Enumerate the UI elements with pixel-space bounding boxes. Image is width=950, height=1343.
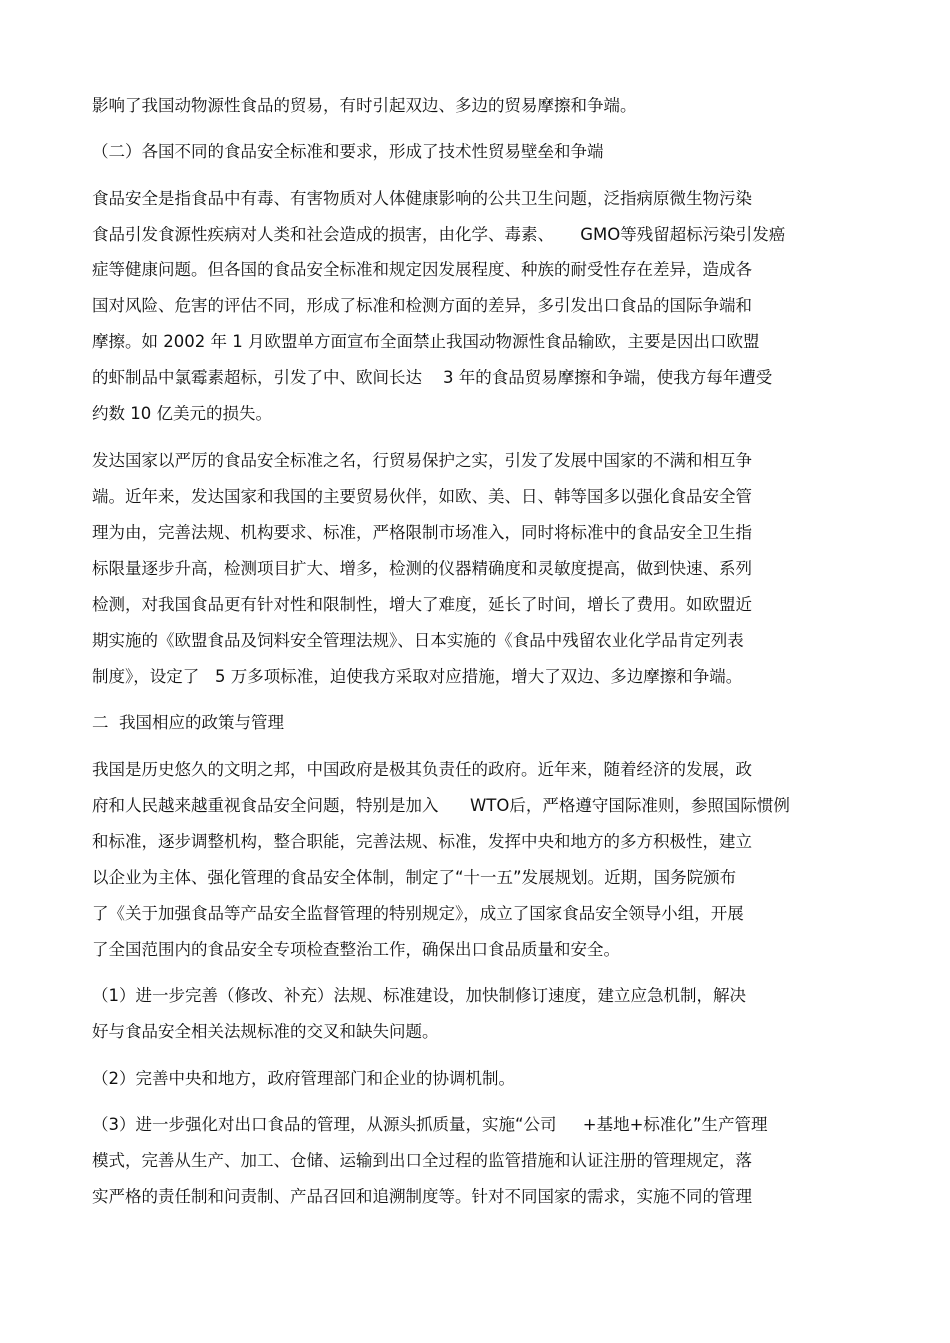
text-line: 期实施的《欧盟食品及饲料安全管理法规》、日本实施的《食品中残留农业化学品肯定列表 xyxy=(92,631,744,650)
section-heading: （二）各国不同的食品安全标准和要求，形成了技术性贸易壁垒和争端 xyxy=(92,142,604,161)
text-line: （2）完善中央和地方，政府管理部门和企业的协调机制。 xyxy=(92,1069,515,1088)
text-line: 了《关于加强食品等产品安全监督管理的特别规定》，成立了国家食品安全领导小组，开展 xyxy=(92,904,744,923)
text-line: 检测，对我国食品更有针对性和限制性，增大了难度，延长了时间，增长了费用。如欧盟近 xyxy=(92,595,752,614)
text-line: 理为由，完善法规、机构要求、标准，严格限制市场准入，同时将标准中的食品安全卫生指 xyxy=(92,523,752,542)
text-line: 影响了我国动物源性食品的贸易，有时引起双边、多边的贸易摩擦和争端。 xyxy=(92,96,637,115)
text-line: 端。近年来，发达国家和我国的主要贸易伙伴，如欧、美、日、韩等国多以强化食品安全管 xyxy=(92,487,752,506)
text-line: 我国是历史悠久的文明之邦，中国政府是极其负责任的政府。近年来，随着经济的发展，政 xyxy=(92,760,752,779)
section-heading: 二 我国相应的政策与管理 xyxy=(92,713,284,732)
text-line: （3）进一步强化对出口食品的管理，从源头抓质量，实施“公司 +基地+标准化”生产管理 xyxy=(92,1115,768,1134)
text-line: 标限量逐步升高，检测项目扩大、增多，检测的仪器精确度和灵敏度提高，做到快速、系列 xyxy=(92,559,752,578)
text-line: 的虾制品中氯霉素超标，引发了中、欧间长达 3 年的食品贸易摩擦和争端，使我方每年遭受 xyxy=(92,368,773,387)
text-line: 模式，完善从生产、加工、仓储、运输到出口全过程的监管措施和认证注册的管理规定，落 xyxy=(92,1151,752,1170)
text-line: 好与食品安全相关法规标准的交叉和缺失问题。 xyxy=(92,1022,439,1041)
text-line: 国对风险、危害的评估不同，形成了标准和检测方面的差异，多引发出口食品的国际争端和 xyxy=(92,296,752,315)
text-line: 府和人民越来越重视食品安全问题，特别是加入 WTO后，严格遵守国际准则，参照国际惯例 xyxy=(92,796,790,815)
text-line: 食品安全是指食品中有毒、有害物质对人体健康影响的公共卫生问题，泛指病原微生物污染 xyxy=(92,189,752,208)
text-line: 症等健康问题。但各国的食品安全标准和规定因发展程度、种族的耐受性存在差异，造成各 xyxy=(92,260,752,279)
text-line: 约数 10 亿美元的损失。 xyxy=(92,404,272,423)
text-line: 实严格的责任制和问责制、产品召回和追溯制度等。针对不同国家的需求，实施不同的管理 xyxy=(92,1187,752,1206)
text-line: （1）进一步完善（修改、补充）法规、标准建设，加快制修订速度，建立应急机制，解决 xyxy=(92,986,746,1005)
text-line: 制度》，设定了 5 万多项标准，迫使我方采取对应措施，增大了双边、多边摩擦和争端。 xyxy=(92,667,743,686)
text-line: 食品引发食源性疾病对人类和社会造成的损害，由化学、毒素、 GMO等残留超标污染引发癌 xyxy=(92,225,786,244)
text-line: 以企业为主体、强化管理的食品安全体制，制定了“十一五”发展规划。近期，国务院颁布 xyxy=(92,868,737,887)
text-line: 发达国家以严厉的食品安全标准之名，行贸易保护之实，引发了发展中国家的不满和相互争 xyxy=(92,451,752,470)
text-line: 摩擦。如 2002 年 1 月欧盟单方面宣布全面禁止我国动物源性食品输欧，主要是因出口欧盟 xyxy=(92,332,760,351)
text-line: 了全国范围内的食品安全专项检查整治工作，确保出口食品质量和安全。 xyxy=(92,940,620,959)
text-line: 和标准，逐步调整机构，整合职能，完善法规、标准，发挥中央和地方的多方积极性，建立 xyxy=(92,832,752,851)
